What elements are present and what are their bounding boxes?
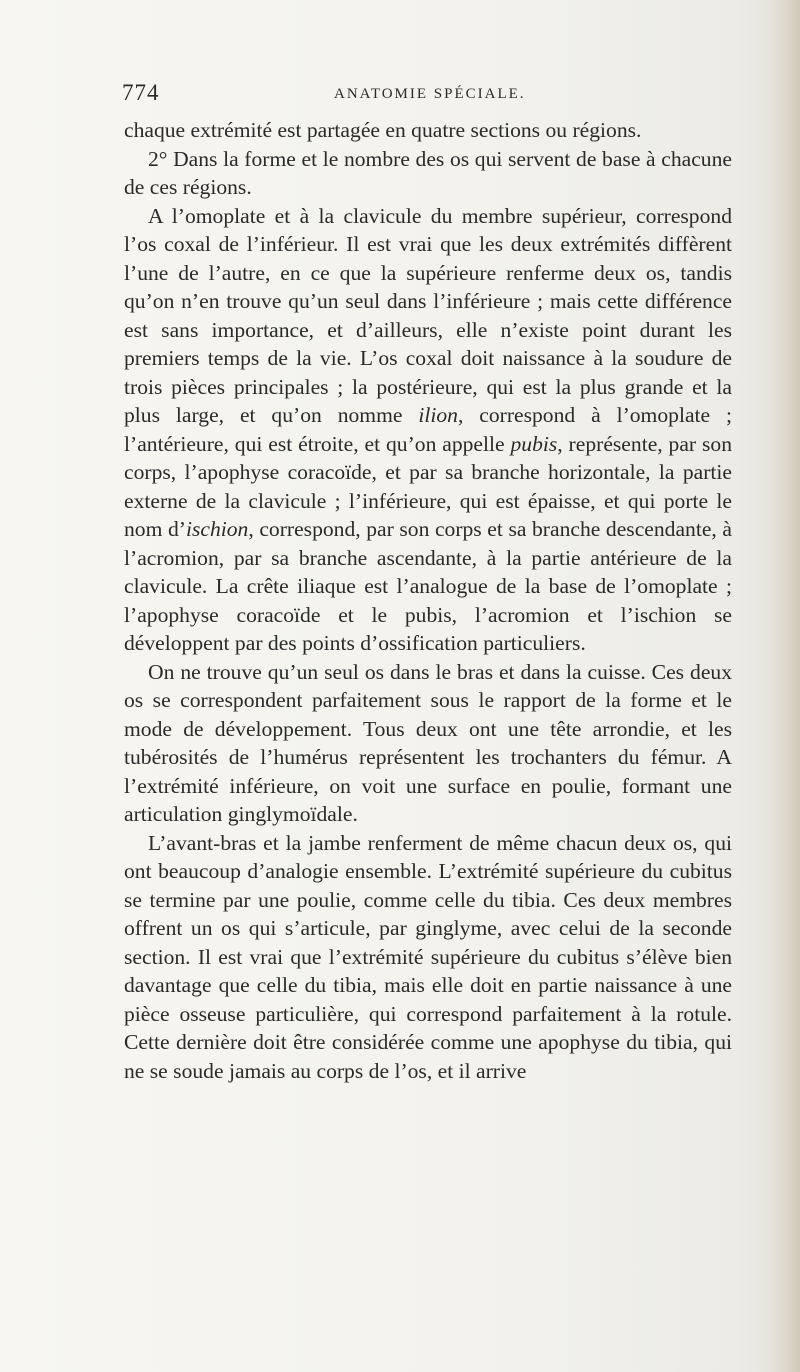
text-run: L’avant-bras et la jambe renferment de même chacun deux os, qui ont beaucoup d’analogie ensemble. L’extrémité supérieure du cubitus se termine par une poulie, comme celle du tibia. Ces deux membres offrent un os qui s’articule, par ginglyme, avec celui de la seconde section. Il est vrai que l’extrémité supérieure du cubitus s’élève bien davantage que celle du tibia, mais elle doit en partie naissance à une pièce osseuse particulière, qui correspond parfaitement à la rotule. Cette dernière doit être considérée comme une apophyse du tibia, qui ne se soude jamais au corps de l’os, et il arrive	[124, 830, 732, 1083]
italic-term: ischion	[185, 517, 249, 541]
body-text	[124, 116, 732, 1085]
page-header	[0, 80, 800, 110]
running-head: ANATOMIE SPÉCIALE.	[334, 86, 526, 102]
text-run: On ne trouve qu’un seul os dans le bras et dans la cuisse. Ces deux os se correspondent parfaitement sous le rapport de la forme et le mode de développement. Tous deux ont une tête arrondie, et les tubérosités de l’humérus représentent les trochanters du fémur. A l’extrémité inférieure, on voit une surface en poulie, formant une articulation ginglymoïdale.	[124, 659, 732, 826]
italic-term: ilion	[418, 403, 458, 427]
text-run: 2° Dans la forme et le nombre des os qui servent de base à chacune de ces régions.	[124, 146, 732, 199]
text-run: A l’omoplate et à la clavicule du membre supérieur, correspond l’os coxal de l’inférieur. Il est vrai que les deux extrémités diffèrent l’une de l’autre, en ce que la supérieure renferme deux os, tandis qu’on n’en trouve qu’un seul dans l’inférieure ; mais cette différence est sans importance, et d’ailleurs, elle n’existe point durant les premiers temps de la vie. L’os coxal doit naissance à la soudure de trois pièces principales ; la postérieure, qui est la plus grande et la plus large, et qu’on nomme	[124, 203, 732, 427]
text-run: , correspond à l’omoplate ; l’antérieure, qui est étroite, et qu’on appelle	[124, 403, 733, 456]
text-run: , correspond, par son corps et sa branche descendante, à l’acromion, par sa branche ascendante, à la partie antérieure de la clavicule. La crête iliaque est l’analogue de la base de l’omoplate ; l’apophyse coracoïde et le pubis, l’acromion et l’ischion se développent par des points d’ossification particuliers.	[124, 517, 732, 655]
page-edge-shadow	[766, 0, 800, 1372]
page-number: 774	[122, 80, 160, 105]
paragraph	[124, 145, 732, 202]
italic-term: pubis	[510, 431, 558, 456]
text-run: chaque extrémité est partagée en quatre sections ou régions.	[124, 118, 642, 142]
paragraph	[124, 829, 732, 1086]
paragraph	[124, 116, 732, 145]
text-run: , représente, par son corps, l’apophyse coracoïde, et par sa branche horizontale, la partie externe de la clavicule ; l’inférieure, qui est épaisse, et qui porte le nom d’	[124, 431, 732, 541]
paragraph	[124, 658, 732, 829]
paragraph	[124, 202, 732, 658]
